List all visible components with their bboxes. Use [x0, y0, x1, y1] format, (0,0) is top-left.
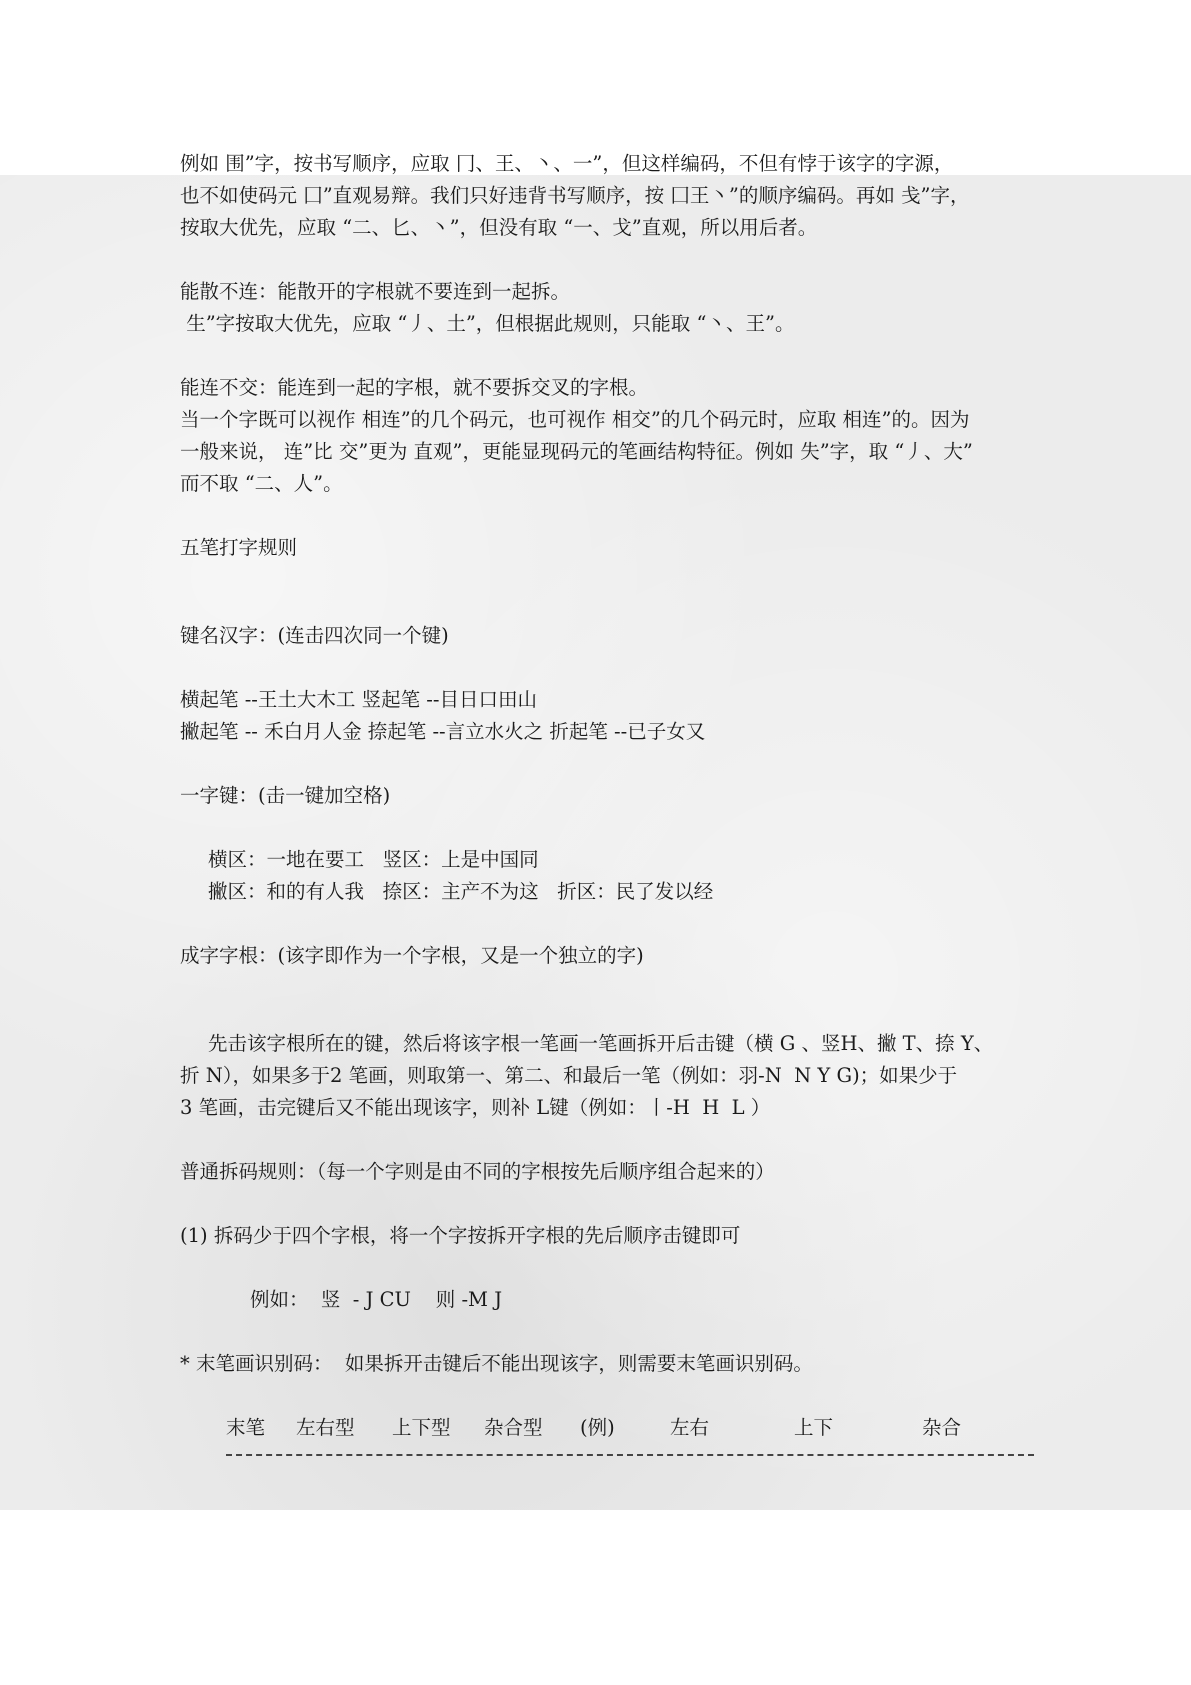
rule-title-san: 能散不连：能散开的字根就不要连到一起拆。 — [180, 280, 571, 303]
paragraph-line: 折 N），如果多于2 笔画，则取第一、第二、和最后一笔（例如：羽-N N Y G)；如果少于 — [180, 1064, 958, 1087]
rule-title-lian: 能连不交：能连到一起的字根，就不要拆交叉的字根。 — [180, 376, 649, 399]
paragraph-line: 当一个字既可以视作 相连”的几个码元，也可视作 相交”的几个码元时，应取 相连”的。因为 — [180, 408, 970, 431]
paragraph-line: 先击该字根所在的键，然后将该字根一笔画一笔画拆开后击键（横 G 、竖H、撇 T、捺 Y、 — [208, 1032, 994, 1055]
paragraph-line: 而不取 “二、人”。 — [180, 472, 343, 495]
paragraph-line: 也不如使码元 囗”直观易辩。我们只好违背书写顺序，按 囗王丶”的顺序编码。再如 戋”字， — [180, 184, 970, 207]
char-root-heading: 成字字根：(该字即作为一个字根，又是一个独立的字) — [180, 944, 644, 967]
table-header-cell: 左右型 — [296, 1416, 355, 1439]
table-header-cell: 左右 — [670, 1416, 710, 1439]
rule-item: (1) 拆码少于四个字根，将一个字按拆开字根的先后顺序击键即可 — [180, 1224, 741, 1247]
paragraph-line: 按取大优先，应取 “二、匕、丶”，但没有取 “一、戈”直观，所以用后者。 — [180, 216, 818, 239]
table-header-cell: 末笔 — [226, 1416, 266, 1439]
general-rule-heading: 普通拆码规则：（每一个字则是由不同的字根按先后顺序组合起来的） — [180, 1160, 775, 1183]
one-key-line: 撇区：和的有人我 捺区：主产不为这 折区：民了发以经 — [208, 880, 714, 903]
table-header — [180, 1412, 1040, 1444]
key-name-line: 撇起笔 -- 禾白月人金 捺起笔 --言立水火之 折起笔 --已子女又 — [180, 720, 706, 743]
one-key-line: 横区：一地在要工 竖区：上是中国同 — [208, 848, 539, 871]
table-header-cell: 上下 — [794, 1416, 834, 1439]
paragraph-line: 例如 围”字，按书写顺序，应取 冂、王、丶、一”，但这样编码，不但有悖于该字的字源， — [180, 152, 954, 175]
table-header-cell: 杂合 — [922, 1416, 962, 1439]
table-divider — [226, 1454, 1034, 1456]
paragraph-line: 生”字按取大优先，应取 “丿、土”，但根据此规则，只能取 “丶、王”。 — [180, 312, 795, 335]
paragraph-line: 一般来说， 连”比 交”更为 直观”，更能显现码元的笔画结构特征。例如 失”字，取 “丿、大” — [180, 440, 973, 463]
table-header-cell: (例) — [580, 1416, 615, 1439]
key-name-heading: 键名汉字：(连击四次同一个键) — [180, 624, 449, 647]
example-line: 例如： 竖 - J CU 则 -M J — [250, 1288, 503, 1311]
table-header-cell: 杂合型 — [484, 1416, 543, 1439]
document-body — [180, 148, 1040, 1456]
section-heading: 五笔打字规则 — [180, 536, 298, 559]
last-stroke-note: * 末笔画识别码： 如果拆开击键后不能出现该字，则需要末笔画识别码。 — [180, 1352, 813, 1375]
table-header-cell: 上下型 — [392, 1416, 451, 1439]
key-name-line: 横起笔 --王土大木工 竖起笔 --目日口田山 — [180, 688, 537, 711]
paragraph-line: 3 笔画，击完键后又不能出现该字，则补 L键（例如：丨-H H L ） — [180, 1096, 771, 1119]
one-key-heading: 一字键：(击一键加空格) — [180, 784, 391, 807]
